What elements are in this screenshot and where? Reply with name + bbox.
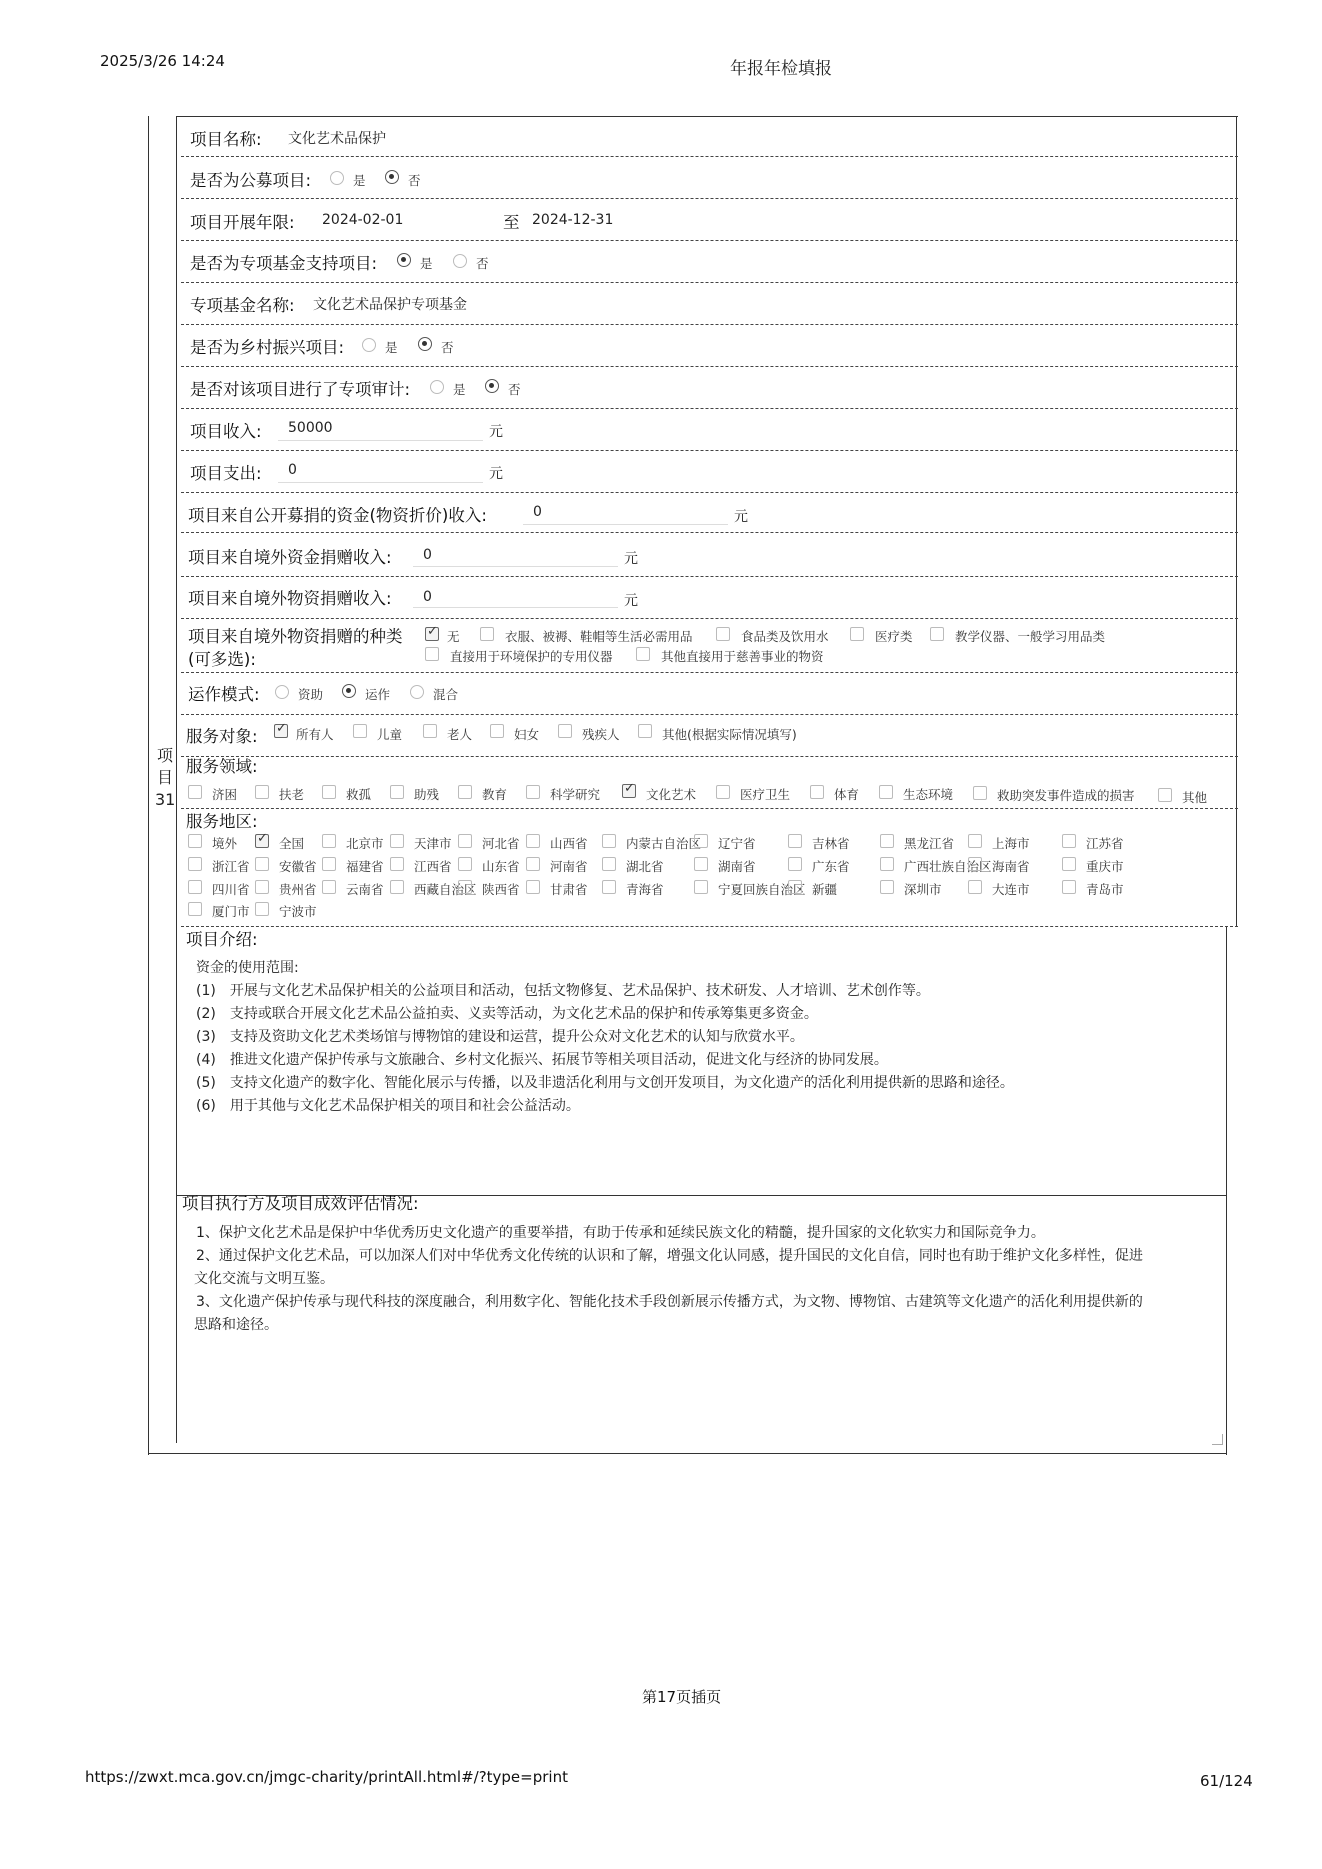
region-checkbox[interactable] <box>602 880 616 894</box>
region-checkbox[interactable] <box>788 857 802 871</box>
mode-label: 运作模式: <box>188 685 260 704</box>
intro-line: (6) 用于其他与文化艺术品保护相关的项目和社会公益活动。 <box>196 1098 580 1114</box>
evaluation-line: 3、文化遗产保护传承与现代科技的深度融合，利用数字化、智能化技术手段创新展示传播方式，为文物、博物馆、古建筑等文化遗产的活化利用提供新的 <box>196 1294 1143 1310</box>
foreign-goods-label: 项目来自境外物资捐赠收入: <box>188 589 392 608</box>
region-checkbox[interactable] <box>968 834 982 848</box>
goods-type-label-multi: (可多选): <box>188 650 256 669</box>
region-option: 重庆市 <box>1086 859 1124 874</box>
region-option: 浙江省 <box>212 859 250 874</box>
region-checkbox[interactable] <box>602 857 616 871</box>
page-url: https://zwxt.mca.gov.cn/jmgc-charity/printAll.html#/?type=print <box>85 1768 568 1786</box>
region-checkbox[interactable] <box>255 834 269 848</box>
target-checkbox[interactable] <box>638 724 652 738</box>
field-option: 救孤 <box>346 787 372 802</box>
region-option: 广西壮族自治区 <box>904 859 992 874</box>
region-checkbox[interactable] <box>968 857 982 871</box>
rural-label: 是否为乡村振兴项目: <box>190 338 345 357</box>
row-divider <box>181 618 1238 619</box>
field-checkbox[interactable] <box>1158 788 1172 802</box>
foreign-fund-input[interactable] <box>413 540 618 567</box>
region-checkbox[interactable] <box>526 857 540 871</box>
rural-no-label: 否 <box>441 340 454 355</box>
row-divider <box>181 492 1238 493</box>
project-name-label: 项目名称: <box>190 130 262 149</box>
field-option: 教育 <box>482 787 508 802</box>
audit-no-label: 否 <box>508 382 521 397</box>
field-checkbox[interactable] <box>716 785 730 799</box>
target-option: 老人 <box>447 727 473 742</box>
goods-type-option: 食品类及饮用水 <box>741 629 829 644</box>
region-checkbox[interactable] <box>1062 834 1076 848</box>
region-checkbox[interactable] <box>188 880 202 894</box>
target-option: 其他(根据实际情况填写) <box>662 727 797 742</box>
target-checkbox[interactable] <box>490 724 504 738</box>
region-checkbox[interactable] <box>880 857 894 871</box>
page-number: 61/124 <box>1200 1772 1253 1790</box>
field-checkbox[interactable] <box>390 785 404 799</box>
row-divider <box>181 450 1238 451</box>
region-checkbox[interactable] <box>788 834 802 848</box>
audit-yes-label: 是 <box>453 382 466 397</box>
region-checkbox[interactable] <box>458 880 472 894</box>
public-fund-unit: 元 <box>734 509 748 525</box>
row-divider <box>181 198 1238 199</box>
region-checkbox[interactable] <box>880 880 894 894</box>
project-end-date[interactable]: 2024-12-31 <box>532 212 614 228</box>
region-checkbox[interactable] <box>526 834 540 848</box>
goods-type-option: 其他直接用于慈善事业的物资 <box>661 649 824 664</box>
target-option: 所有人 <box>296 727 334 742</box>
goods-type-checkbox[interactable] <box>636 647 650 661</box>
region-option: 境外 <box>212 836 238 851</box>
project-name-value: 文化艺术品保护 <box>288 131 386 147</box>
goods-type-option: 衣服、被褥、鞋帽等生活必需用品 <box>505 629 693 644</box>
field-option: 体育 <box>834 787 860 802</box>
region-option: 全国 <box>279 836 305 851</box>
region-checkbox[interactable] <box>694 880 708 894</box>
insert-page-label: 第17页插页 <box>642 1688 722 1706</box>
region-option: 青海省 <box>626 882 664 897</box>
public-yes-radio[interactable] <box>330 171 344 185</box>
region-checkbox[interactable] <box>188 857 202 871</box>
field-checkbox[interactable] <box>973 786 987 800</box>
region-checkbox[interactable] <box>390 834 404 848</box>
region-checkbox[interactable] <box>1062 880 1076 894</box>
foreign-fund-label: 项目来自境外资金捐赠收入: <box>188 548 392 567</box>
region-option: 厦门市 <box>212 904 250 919</box>
region-option: 北京市 <box>346 836 384 851</box>
fund-support-label: 是否为专项基金支持项目: <box>190 254 378 273</box>
goods-type-option: 医疗类 <box>875 629 913 644</box>
row-divider <box>181 282 1238 283</box>
region-checkbox[interactable] <box>602 834 616 848</box>
frame-right-border <box>1236 116 1237 926</box>
income-value: 50000 <box>288 420 333 436</box>
fund-support-no-radio[interactable] <box>453 254 467 268</box>
region-option: 湖南省 <box>718 859 756 874</box>
intro-line: (2) 支持或联合开展文化艺术品公益拍卖、义卖等活动，为文化艺术品的保护和传承筹集更多资金。 <box>196 1006 818 1022</box>
rural-yes-label: 是 <box>385 340 398 355</box>
region-checkbox[interactable] <box>390 880 404 894</box>
resize-handle-icon[interactable] <box>1212 1434 1223 1445</box>
target-checkbox[interactable] <box>353 724 367 738</box>
row-divider <box>181 756 1238 757</box>
goods-type-checkbox[interactable] <box>716 627 730 641</box>
field-checkbox[interactable] <box>255 785 269 799</box>
region-checkbox[interactable] <box>322 857 336 871</box>
project-period-label: 项目开展年限: <box>190 213 295 232</box>
goods-type-checkbox[interactable] <box>425 647 439 661</box>
mode-option: 资助 <box>298 687 324 702</box>
field-checkbox[interactable] <box>322 785 336 799</box>
field-option: 科学研究 <box>550 787 601 802</box>
income-unit: 元 <box>489 424 503 440</box>
expense-value: 0 <box>288 462 297 478</box>
expense-unit: 元 <box>489 466 503 482</box>
region-checkbox[interactable] <box>322 880 336 894</box>
audit-label: 是否对该项目进行了专项审计: <box>190 380 411 399</box>
region-option: 贵州省 <box>279 882 317 897</box>
region-option: 大连市 <box>992 882 1030 897</box>
goods-type-checkbox[interactable] <box>480 627 494 641</box>
income-label: 项目收入: <box>190 422 262 441</box>
public-fund-value: 0 <box>533 504 542 520</box>
region-option: 吉林省 <box>812 836 850 851</box>
mode-option: 运作 <box>365 687 391 702</box>
intro-line: (5) 支持文化遗产的数字化、智能化展示与传播，以及非遗活化利用与文创开发项目，为文化遗产的活化利用提供新的思路和途径。 <box>196 1075 1014 1091</box>
target-checkbox[interactable] <box>558 724 572 738</box>
frame-right-border-lower <box>1226 926 1227 1455</box>
field-checkbox[interactable] <box>526 785 540 799</box>
fund-name-label: 专项基金名称: <box>190 296 295 315</box>
region-checkbox[interactable] <box>694 857 708 871</box>
region-checkbox[interactable] <box>255 880 269 894</box>
row-divider <box>181 240 1238 241</box>
region-checkbox[interactable] <box>1062 857 1076 871</box>
row-divider <box>181 576 1238 577</box>
region-option: 广东省 <box>812 859 850 874</box>
target-option: 残疾人 <box>582 727 620 742</box>
frame-top-border <box>176 116 1238 117</box>
region-option: 天津市 <box>414 836 452 851</box>
period-to-label: 至 <box>503 213 520 232</box>
public-fund-income-label: 项目来自公开募捐的资金(物资折价)收入: <box>188 506 487 525</box>
service-region-label: 服务地区: <box>186 812 258 831</box>
region-checkbox[interactable] <box>188 902 202 916</box>
row-divider <box>181 324 1238 325</box>
field-option: 扶老 <box>279 787 305 802</box>
frame-left-border <box>148 116 149 1455</box>
target-checkbox[interactable] <box>274 724 288 738</box>
fund-support-yes-radio[interactable] <box>397 253 411 267</box>
evaluation-line: 2、通过保护文化艺术品，可以加深人们对中华优秀文化传统的认识和了解，增强文化认同感，提升国民的文化自信，同时也有助于维护文化多样性，促进 <box>196 1248 1143 1264</box>
region-option: 海南省 <box>992 859 1030 874</box>
region-option: 福建省 <box>346 859 384 874</box>
region-checkbox[interactable] <box>458 834 472 848</box>
public-yes-label: 是 <box>353 173 366 188</box>
intro-line: (3) 支持及资助文化艺术类场馆与博物馆的建设和运营，提升公众对文化艺术的认知与欣赏水平。 <box>196 1029 804 1045</box>
region-checkbox[interactable] <box>458 857 472 871</box>
intro-label: 项目介绍: <box>186 930 258 949</box>
evaluation-label: 项目执行方及项目成效评估情况: <box>182 1194 419 1213</box>
region-option: 湖北省 <box>626 859 664 874</box>
intro-line: (1) 开展与文化艺术品保护相关的公益项目和活动，包括文物修复、艺术品保护、技术研发、人才培训、艺术创作等。 <box>196 983 930 999</box>
field-option: 助残 <box>414 787 440 802</box>
frame-inner-border <box>176 116 177 1443</box>
foreign-goods-unit: 元 <box>624 593 638 609</box>
goods-type-none-checkbox[interactable] <box>425 627 439 641</box>
goods-type-checkbox[interactable] <box>850 627 864 641</box>
field-checkbox[interactable] <box>810 785 824 799</box>
region-checkbox[interactable] <box>968 880 982 894</box>
field-checkbox-culture-art[interactable] <box>622 784 636 798</box>
goods-type-option: 教学仪器、一般学习用品类 <box>955 629 1106 644</box>
fund-support-yes-label: 是 <box>420 256 433 271</box>
evaluation-line: 1、保护文化艺术品是保护中华优秀历史文化遗产的重要举措，有助于传承和延续民族文化的精髓，提升国家的文化软实力和国际竞争力。 <box>196 1225 1045 1241</box>
intro-line: 资金的使用范围: <box>196 960 299 976</box>
foreign-goods-input[interactable] <box>413 581 618 608</box>
region-option: 青岛市 <box>1086 882 1124 897</box>
region-option: 河北省 <box>482 836 520 851</box>
target-option: 儿童 <box>377 727 403 742</box>
region-option: 内蒙古自治区 <box>626 836 702 851</box>
expense-label: 项目支出: <box>190 464 262 483</box>
goods-type-checkbox[interactable] <box>930 627 944 641</box>
public-no-label: 否 <box>408 173 421 188</box>
mode-option: 混合 <box>433 687 459 702</box>
target-option: 妇女 <box>514 727 540 742</box>
region-option: 新疆 <box>812 882 838 897</box>
row-divider <box>181 672 1238 673</box>
region-option: 深圳市 <box>904 882 942 897</box>
region-option: 江西省 <box>414 859 452 874</box>
region-option: 宁夏回族自治区 <box>718 882 806 897</box>
region-option: 山东省 <box>482 859 520 874</box>
goods-type-label: 项目来自境外物资捐赠的种类 <box>188 627 403 646</box>
audit-yes-radio[interactable] <box>430 380 444 394</box>
field-checkbox[interactable] <box>188 785 202 799</box>
row-divider <box>181 408 1238 409</box>
foreign-goods-value: 0 <box>423 589 432 605</box>
evaluation-line: 文化交流与文明互鉴。 <box>194 1271 334 1287</box>
public-no-radio[interactable] <box>385 170 399 184</box>
public-project-label: 是否为公募项目: <box>190 171 312 190</box>
frame-bottom-border <box>148 1453 1226 1454</box>
field-option: 医疗卫生 <box>740 787 791 802</box>
region-option: 宁波市 <box>279 904 317 919</box>
region-checkbox[interactable] <box>255 857 269 871</box>
region-option: 山西省 <box>550 836 588 851</box>
page-title: 年报年检填报 <box>730 59 832 79</box>
field-option: 救助突发事件造成的损害 <box>997 788 1135 803</box>
region-checkbox[interactable] <box>788 880 802 894</box>
region-checkbox[interactable] <box>255 902 269 916</box>
region-option: 上海市 <box>992 836 1030 851</box>
fund-support-no-label: 否 <box>476 256 489 271</box>
region-option: 河南省 <box>550 859 588 874</box>
foreign-fund-unit: 元 <box>624 551 638 567</box>
foreign-fund-value: 0 <box>423 547 432 563</box>
row-divider <box>181 926 1238 927</box>
project-start-date[interactable]: 2024-02-01 <box>322 212 404 228</box>
row-divider <box>181 808 1238 809</box>
region-option: 安徽省 <box>279 859 317 874</box>
region-option: 西藏自治区 <box>414 882 477 897</box>
rural-no-radio[interactable] <box>418 337 432 351</box>
rural-yes-radio[interactable] <box>362 338 376 352</box>
service-field-label: 服务领域: <box>186 757 258 776</box>
field-checkbox[interactable] <box>879 785 893 799</box>
region-checkbox[interactable] <box>526 880 540 894</box>
field-option: 其他 <box>1182 790 1208 805</box>
region-option: 黑龙江省 <box>904 836 955 851</box>
region-option: 陕西省 <box>482 882 520 897</box>
evaluation-line: 思路和途径。 <box>194 1317 278 1333</box>
region-option: 江苏省 <box>1086 836 1124 851</box>
public-fund-input[interactable] <box>523 498 728 525</box>
region-checkbox[interactable] <box>694 834 708 848</box>
side-project-label: 项目31 <box>155 746 176 809</box>
intro-line: (4) 推进文化遗产保护传承与文旅融合、乡村文化振兴、拓展节等相关项目活动，促进文化与经济的协同发展。 <box>196 1052 888 1068</box>
region-option: 辽宁省 <box>718 836 756 851</box>
service-target-label: 服务对象: <box>186 727 258 746</box>
audit-no-radio[interactable] <box>485 379 499 393</box>
field-option: 济困 <box>212 787 238 802</box>
field-checkbox[interactable] <box>458 785 472 799</box>
row-divider <box>181 714 1238 715</box>
mode-radio[interactable] <box>342 684 356 698</box>
mode-radio[interactable] <box>275 685 289 699</box>
region-option: 四川省 <box>212 882 250 897</box>
mode-radio[interactable] <box>410 685 424 699</box>
row-divider <box>181 366 1238 367</box>
row-divider <box>181 156 1238 157</box>
target-checkbox[interactable] <box>423 724 437 738</box>
region-checkbox[interactable] <box>390 857 404 871</box>
region-option: 云南省 <box>346 882 384 897</box>
fund-name-value: 文化艺术品保护专项基金 <box>313 297 467 313</box>
region-checkbox[interactable] <box>322 834 336 848</box>
goods-type-option: 直接用于环境保护的专用仪器 <box>450 649 613 664</box>
region-option: 甘肃省 <box>550 882 588 897</box>
goods-type-option: 无 <box>447 629 460 644</box>
row-divider <box>181 532 1238 533</box>
print-datetime: 2025/3/26 14:24 <box>100 52 225 70</box>
field-option: 生态环境 <box>903 787 954 802</box>
field-option: 文化艺术 <box>646 787 697 802</box>
expense-input[interactable] <box>278 456 483 483</box>
region-checkbox[interactable] <box>188 834 202 848</box>
region-checkbox[interactable] <box>880 834 894 848</box>
